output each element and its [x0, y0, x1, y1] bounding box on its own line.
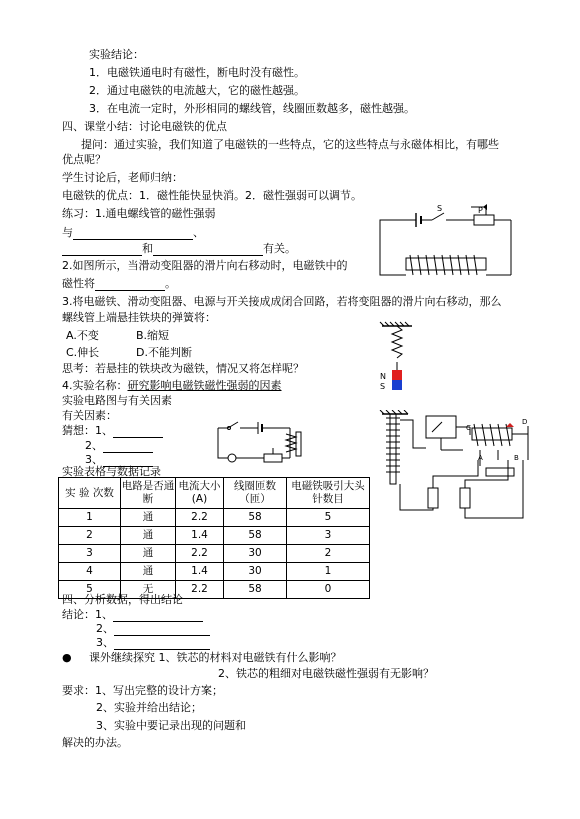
- cell: 2: [59, 527, 121, 545]
- analysis-conclusion-2: [96, 622, 210, 636]
- cell: 3: [59, 545, 121, 563]
- cell: 通: [121, 509, 176, 527]
- exercise-1-line-1: 练习：1.通电螺线管的磁性强弱: [62, 207, 216, 220]
- circuit-heading: 实验电路图与有关因素: [62, 394, 172, 407]
- magnet-s-label: S: [380, 382, 386, 391]
- blank[interactable]: [153, 244, 263, 256]
- spring-magnet-figure: [376, 320, 416, 400]
- requirement-4: 解决的办法。: [62, 736, 128, 749]
- apparatus-label-d: D: [522, 418, 528, 426]
- apparatus-label-c: C: [466, 424, 471, 432]
- conclusion-item-3: 3．在电流一定时，外形相同的螺线管，线圈匝数越多，磁性越强。: [89, 102, 415, 115]
- requirement-1: 要求：1、写出完整的设计方案；: [62, 684, 223, 697]
- option-b: B.缩短: [136, 329, 170, 342]
- extra-question-1: 课外继续探究 1、铁芯的材料对电磁铁有什么影响？: [89, 651, 342, 664]
- col-header: 实 验 次数: [59, 478, 121, 509]
- table-header-row: [59, 478, 370, 509]
- blank[interactable]: [95, 279, 165, 291]
- exercise-2-line-1: 2.如图所示，当滑动变阻器的滑片向右移动时，电磁铁中的: [62, 259, 348, 272]
- cell: 1.4: [176, 563, 224, 581]
- requirement-3: 3、实验中要记录出现的问题和: [96, 719, 246, 732]
- section4-heading: 四、课堂小结：讨论电磁铁的优点: [62, 120, 227, 133]
- cell: 5: [287, 509, 370, 527]
- cell: 2.2: [176, 581, 224, 599]
- ex1-end: 有关。: [263, 242, 296, 255]
- guess-3-label: 3、: [85, 453, 103, 466]
- question-line-2: 优点呢？: [62, 153, 106, 166]
- analysis-c1-label: 结论：1、: [62, 608, 113, 621]
- cell: 2.2: [176, 509, 224, 527]
- cell: 4: [59, 563, 121, 581]
- analysis-heading: 四、分析数据，得出结论: [62, 593, 183, 606]
- discuss-text: 学生讨论后，老师归纳：: [62, 171, 183, 184]
- blank[interactable]: [103, 441, 153, 453]
- cell: 1: [59, 509, 121, 527]
- col-header: 线圈匝数（匝）: [224, 478, 287, 509]
- cell: 0: [287, 581, 370, 599]
- exercise-3-line-2: 螺线管上端悬挂铁块的弹簧将：: [62, 311, 216, 324]
- option-c: C.伸长: [66, 346, 100, 359]
- conclusion-heading: 实验结论：: [89, 48, 144, 61]
- cell: 无: [121, 581, 176, 599]
- advantages-text: 电磁铁的优点：1．磁性能快显快消。2．磁性强弱可以调节。: [62, 189, 362, 202]
- cell: 58: [224, 509, 287, 527]
- requirement-2: 2、实验并给出结论；: [96, 701, 202, 714]
- ex2-label: 磁性将: [62, 277, 95, 290]
- col-header: 电路是否通断: [121, 478, 176, 509]
- cell: 58: [224, 581, 287, 599]
- option-a: A.不变: [66, 329, 99, 342]
- apparatus-label-a: A: [478, 454, 483, 462]
- apparatus-figure: [378, 410, 538, 530]
- table-row: [59, 509, 370, 527]
- magnet-n-label: N: [380, 372, 386, 381]
- exercise-1-line-3: [62, 242, 296, 256]
- cell: 通: [121, 527, 176, 545]
- ex2-period: 。: [165, 277, 176, 290]
- table-row: [59, 563, 370, 581]
- blank[interactable]: [62, 244, 142, 256]
- data-table: [58, 477, 370, 599]
- question-line-1: 提问：通过实验，我们知道了电磁铁的一些特点，它的这些特点与永磁体相比，有哪些: [81, 138, 499, 151]
- experiment-name: 研究影响电磁铁磁性强弱的因素: [127, 379, 282, 392]
- bullet-icon: ●: [62, 651, 72, 664]
- analysis-c2-label: 2、: [96, 622, 114, 635]
- option-d: D.不能判断: [136, 346, 192, 359]
- blank[interactable]: [73, 228, 193, 240]
- circuit-figure-2: [210, 414, 310, 466]
- experiment-prefix: 4.实验名称：: [62, 379, 128, 392]
- guess-1: [62, 424, 163, 438]
- ex1-and: 和: [142, 242, 153, 255]
- blank[interactable]: [113, 610, 203, 622]
- exercise-1-line-2: [62, 226, 204, 240]
- think-text: 思考：若悬挂的铁块改为磁铁，情况又将怎样呢？: [62, 362, 304, 375]
- cell: 5: [59, 581, 121, 599]
- cell: 2: [287, 545, 370, 563]
- table-row: [59, 527, 370, 545]
- cell: 1: [287, 563, 370, 581]
- cell: 1.4: [176, 527, 224, 545]
- blank[interactable]: [113, 426, 163, 438]
- cell: 30: [224, 563, 287, 581]
- col-header: 电磁铁吸引大头针数目: [287, 478, 370, 509]
- apparatus-label-b: B: [514, 454, 519, 462]
- factors-label: 有关因素：: [62, 409, 117, 422]
- cell: 30: [224, 545, 287, 563]
- conclusion-item-2: 2．通过电磁铁的电流越大，它的磁性越强。: [89, 84, 305, 97]
- ex1-with: 与: [62, 226, 73, 239]
- exercise-3-line-1: 3.将电磁铁、滑动变阻器、电源与开关接成成闭合回路，若将变阻器的滑片向右移动，那么: [62, 295, 502, 308]
- guess-2-label: 2、: [85, 439, 103, 452]
- experiment-name-line: [62, 379, 282, 393]
- guess-1-label: 猜想：1、: [62, 424, 113, 437]
- table-heading: 实验表格与数据记录: [62, 465, 161, 478]
- col-header: 电流大小(A): [176, 478, 224, 509]
- analysis-conclusion-1: [62, 608, 203, 622]
- ex1-comma: 、: [193, 226, 204, 239]
- table-row: [59, 545, 370, 563]
- circuit-figure-1: [376, 200, 516, 282]
- cell: 2.2: [176, 545, 224, 563]
- blank[interactable]: [114, 624, 210, 636]
- cell: 通: [121, 563, 176, 581]
- figure-label-p: P: [478, 206, 483, 215]
- cell: 58: [224, 527, 287, 545]
- cell: 3: [287, 527, 370, 545]
- exercise-2-line-2: [62, 277, 176, 291]
- blank[interactable]: [114, 638, 210, 650]
- cell: 通: [121, 545, 176, 563]
- analysis-c3-label: 3、: [96, 636, 114, 649]
- conclusion-item-1: 1．电磁铁通电时有磁性，断电时没有磁性。: [89, 66, 305, 79]
- extra-question-2: 2、铁芯的粗细对电磁铁磁性强弱有无影响？: [218, 667, 434, 680]
- figure-label-s: S: [437, 204, 443, 213]
- analysis-conclusion-3: [96, 636, 210, 650]
- guess-2: [85, 439, 153, 453]
